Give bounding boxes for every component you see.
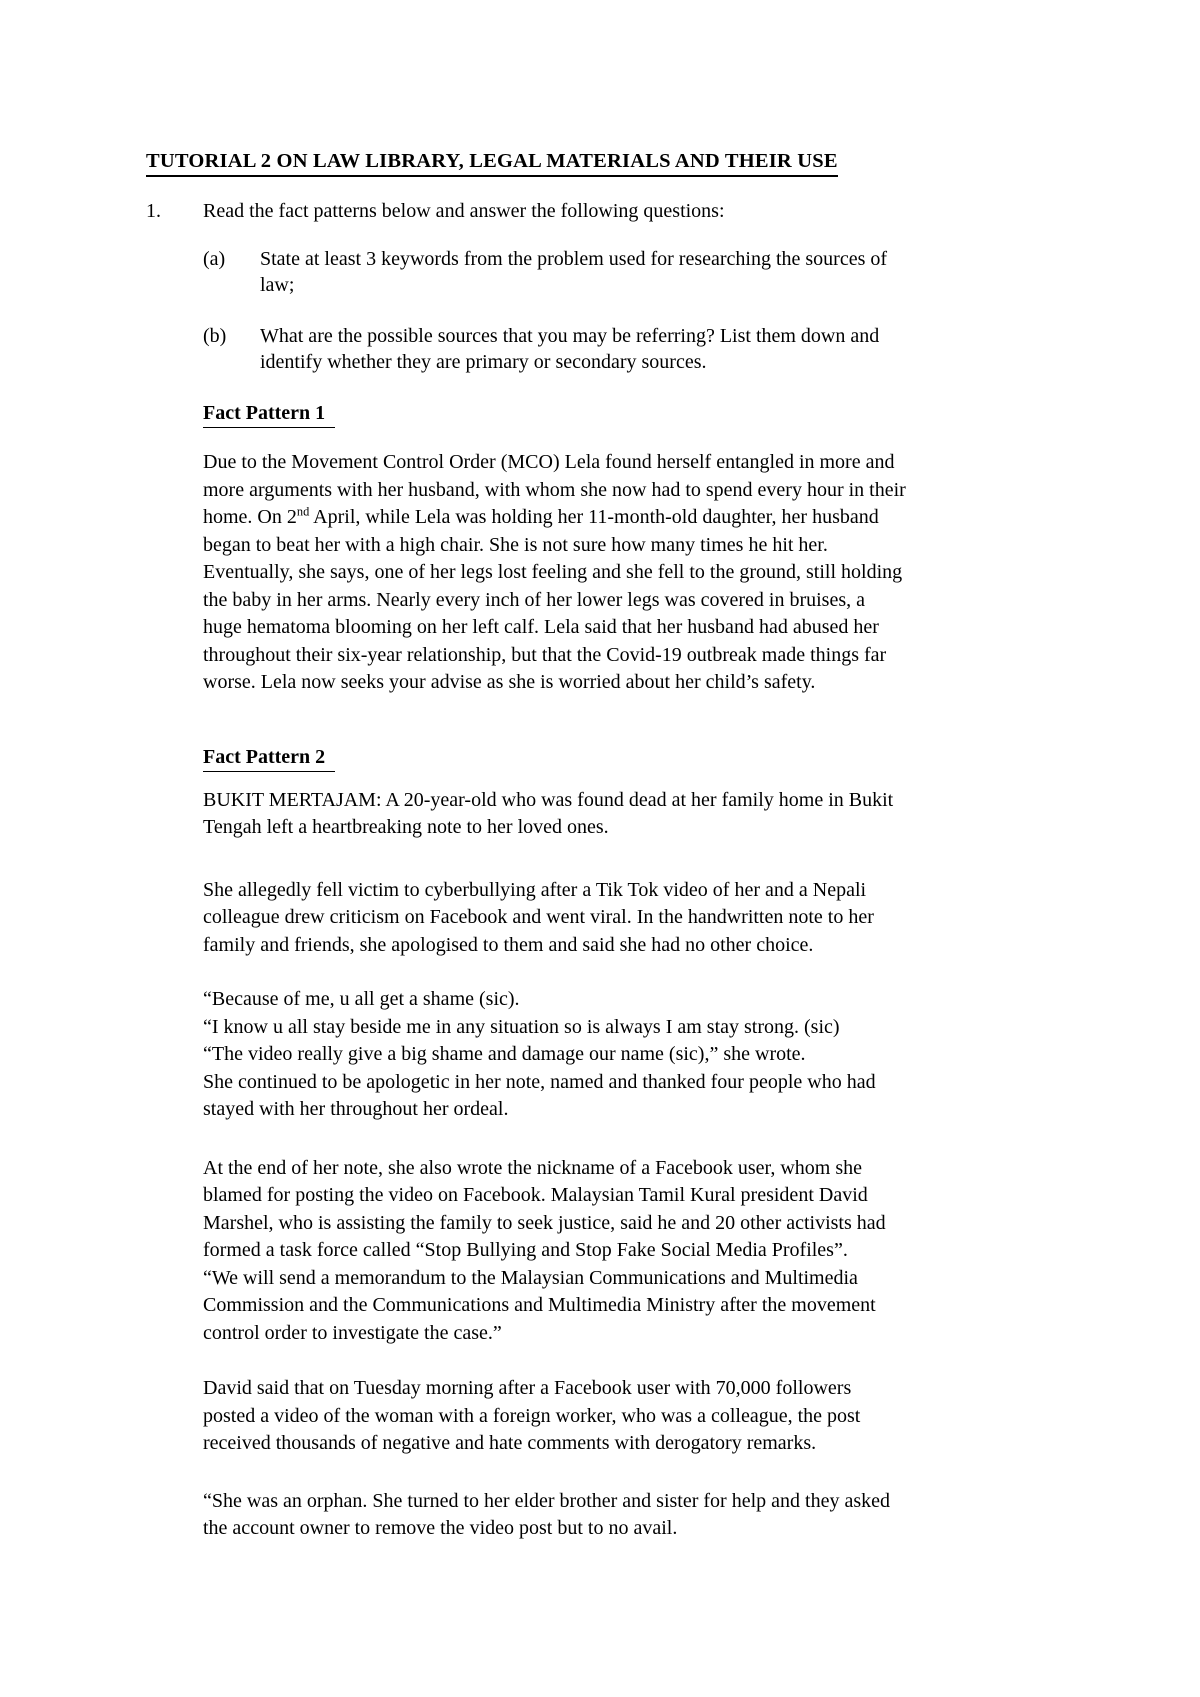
fact-pattern-2-paragraph-4: At the end of her note, she also wrote the nickname of a Facebook user, whom she blamed for posting the video on Facebook. Malaysian Tamil Kural president David Marshel, who is assisting the family to seek justice, said he and 20 other activists had formed a task force called “Stop Bullying and Stop Fake Social Media Profiles”. “We will send a memorandum to the Malaysian Communications and Multimedia Commission and the Communications and Multimedia Ministry after the movement control order to investigate the case.” [203, 1156, 886, 1344]
question-1-text: Read the fact patterns below and answer the following questions: [203, 200, 725, 222]
fact-pattern-1-paragraph [203, 449, 1083, 697]
sub-question-b-text: What are the possible sources that you may be referring? List them down and identify whether they are primary or secondary sources. [260, 325, 880, 373]
fact-pattern-2-paragraph-1: BUKIT MERTAJAM: A 20-year-old who was found dead at her family home in Bukit Tengah left a heartbreaking note to her loved ones. [203, 788, 894, 838]
fact-pattern-1-section [203, 400, 1083, 697]
fact-pattern-2-paragraph-5: David said that on Tuesday morning after a Facebook user with 70,000 followers posted a video of the woman with a foreign worker, who was a colleague, the post received thousands of negative and hate comments with derogatory remarks. [203, 1377, 861, 1454]
fact-pattern-1-text-end: April, while Lela was holding her 11-month-old daughter, her husband began to beat her with a high chair. She is not sure how many times he hit her. Eventually, she says, one of her legs lost feeling and she fell to the ground, still holding the baby in her arms. Nearly every inch of her lower legs was covered in bruises, a huge hematoma blooming on her left calf. Lela said that her husband had abused her throughout their six-year relationship, but that the Covid-19 outbreak made things far worse. Lela now seeks your advise as she is worried about her child’s safety. [203, 506, 903, 693]
fact-pattern-1-text-start: Due to the Movement Control Order (MCO) Lela found herself entangled in more and more arguments with her husband, with whom she now had to spend every hour in their home. On 2 [203, 451, 906, 528]
fact-pattern-2-paragraph-6: “She was an orphan. She turned to her elder brother and sister for help and they asked the account owner to remove the video post but to no avail. [203, 1489, 891, 1539]
sub-question-a [203, 246, 1048, 298]
question-1 [146, 198, 1046, 224]
fact-pattern-2-section [203, 744, 1083, 1543]
sub-question-b [203, 323, 1048, 375]
fact-pattern-2-paragraph-2: She allegedly fell victim to cyberbullying after a Tik Tok video of her and a Nepali colleague drew criticism on Facebook and went viral. In the handwritten note to her family and friends, she apologised to them and said she had no other choice. [203, 878, 874, 956]
sub-question-a-label: (a) [203, 248, 226, 270]
fact-pattern-2-paragraph-3: “Because of me, u all get a shame (sic). “I know u all stay beside me in any situation so is always I am stay strong. (sic) “The video really give a big shame and damage our name (sic),” she wrote. She continued to be apologetic in her note, named and thanked four people who had stayed with her throughout her ordeal. [203, 988, 876, 1120]
sub-question-a-text: State at least 3 keywords from the problem used for researching the sources of law; [260, 248, 888, 296]
document-title: TUTORIAL 2 ON LAW LIBRARY, LEGAL MATERIALS AND THEIR USE [146, 147, 838, 177]
sub-question-b-label: (b) [203, 325, 227, 347]
fact-pattern-1-heading: Fact Pattern 1 [203, 400, 335, 428]
fact-pattern-2-heading: Fact Pattern 2 [203, 744, 335, 772]
ordinal-superscript: nd [296, 504, 310, 519]
question-1-number: 1. [146, 200, 161, 222]
